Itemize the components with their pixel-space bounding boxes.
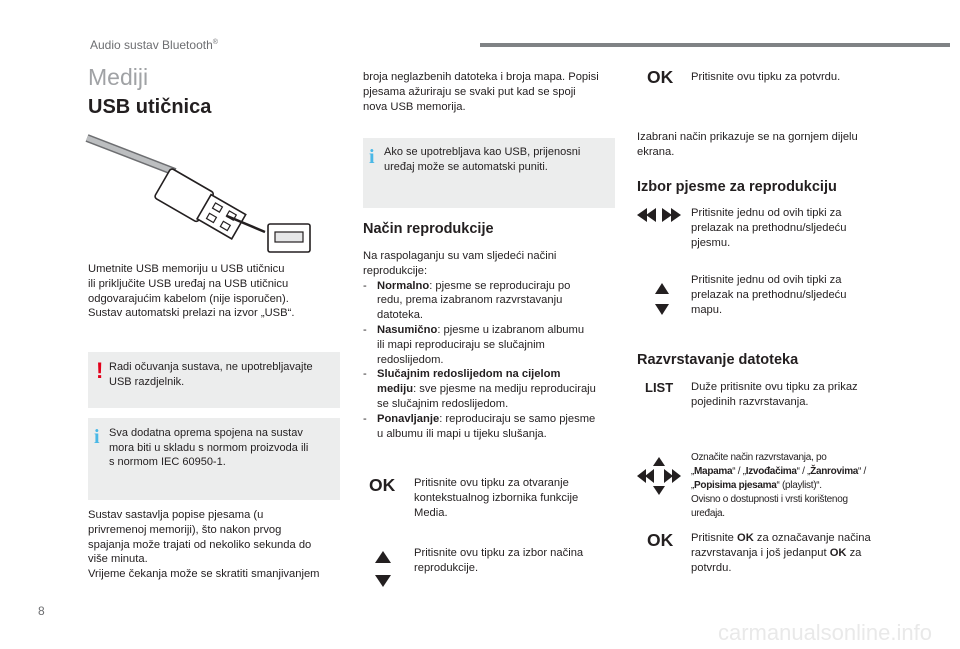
mode-normal: - Normalno: pjesme se reproduciraju po redu, prema izabranom razvrstavanju datoteka. [363, 279, 625, 323]
section-title: Mediji [88, 64, 149, 90]
mode-repeat: - Ponavljanje: reproduciraju se samo pjesme u albumu ili mapi u tijeku slušanja. [363, 412, 625, 442]
ok-menu-text: Pritisnite ovu tipku za otvaranje kontekstualnog izbornika funkcije Media. [414, 477, 579, 519]
usb-intro-text: Umetnite USB memoriju u USB utičnicu ili priključite USB uređaj na USB utičnicu odgovarajućim kabelom (nije isporučen). Sustav automatski prelazi na izvor „USB“. [88, 263, 295, 320]
playlist-text: Sustav sastavlja popise pjesama (u privremenoj memoriji), što nakon prvog spajanja može trajati od nekoliko sekunda do više minuta. Vrijeme čekanja može se skratiti smanjivanjem [88, 509, 320, 581]
prev-next-arrows-icon [636, 207, 682, 223]
watermark: carmanualsonline.info [717, 620, 932, 645]
ok-button-icon: OK [369, 475, 396, 495]
track-select-heading: Izbor pjesme za reprodukciju [637, 179, 837, 195]
info-box-charging: i Ako se upotrebljava kao USB, prijenosni uređaj može se automatski puniti. [363, 138, 615, 208]
sort-mode-text: Označite način razvrstavanja, po „Mapama“ / „Izvođačima“ / „Žanrovima“ / „Popisima pjesama“ (playlist)“. Ovisno o dostupnosti i vrsti korištenog uređaja. [691, 452, 867, 519]
warning-icon: ! [96, 358, 104, 383]
ok-button-icon: OK [647, 530, 674, 550]
usb-plug-illustration [85, 132, 315, 254]
four-way-arrows-icon [636, 456, 682, 496]
up-down-arrows-icon [373, 550, 393, 588]
play-mode-list: Na raspolaganju su vam sljedeći načini reprodukcije: - Normalno: pjesme se reproduciraju po redu, prema izabranom razvrstavanju datoteka. - Nasumično: pjesme u izabranom albumu ili mapi reproduciraju se slučajnim redoslijedom. - Slučajnim redoslijedom na cijelom mediju: sve pjesme na mediju reproduciraju se slučajnim redoslijedom. - Ponavljanje: reproduciraju se samo pjesme u albumu ili mapi u tijeku slušanja. [363, 249, 625, 441]
mode-random: - Nasumično: pjesme u izabranom albumu ili mapi reproduciraju se slučajnim redoslijedom. [363, 323, 625, 367]
sort-confirm-text: Pritisnite OK za označavanje načina razvrstavanja i još jedanput OK za potvrdu. [691, 532, 871, 574]
usb-heading: USB utičnica [88, 96, 212, 118]
list-text: Duže pritisnite ovu tipku za prikaz pojedinih razvrstavanja. [691, 381, 858, 408]
info-box-standard: i Sva dodatna oprema spojena na sustav mora biti u skladu s normom proizvoda ili s normom IEC 60950-1. [88, 418, 340, 500]
info-icon: i [94, 426, 100, 448]
sort-heading: Razvrstavanje datoteka [637, 352, 799, 368]
up-down-arrows-icon [652, 282, 672, 316]
header-rule [480, 43, 950, 47]
ok-button-icon: OK [647, 67, 674, 87]
play-mode-heading: Način reprodukcije [363, 221, 494, 237]
info-icon: i [369, 146, 375, 168]
list-button-icon: LIST [645, 380, 674, 395]
ok-confirm-text: Pritisnite ovu tipku za potvrdu. [691, 71, 841, 83]
playlist-text-cont: broja neglazbenih datoteka i broja mapa. Popisi pjesama ažuriraju se svaki put kad se spoji nova USB memorija. [363, 71, 599, 113]
folder-select-text: Pritisnite jednu od ovih tipki za prelazak na prethodnu/sljedeću mapu. [691, 274, 847, 316]
track-select-text: Pritisnite jednu od ovih tipki za prelazak na prethodnu/sljedeću pjesmu. [691, 207, 847, 249]
play-mode-select-text: Pritisnite ovu tipku za izbor načina reprodukcije. [414, 547, 584, 574]
warning-box: ! Radi očuvanja sustava, ne upotrebljavajte USB razdjelnik. [88, 352, 340, 408]
running-header: Audio sustav Bluetooth® [90, 38, 218, 52]
display-mode-text: Izabrani način prikazuje se na gornjem dijelu ekrana. [637, 131, 858, 158]
page-number: 8 [38, 604, 45, 618]
mode-random-all: - Slučajnim redoslijedom na cijelom mediju: sve pjesme na mediju reproduciraju se slučajnim redoslijedom. [363, 367, 625, 411]
